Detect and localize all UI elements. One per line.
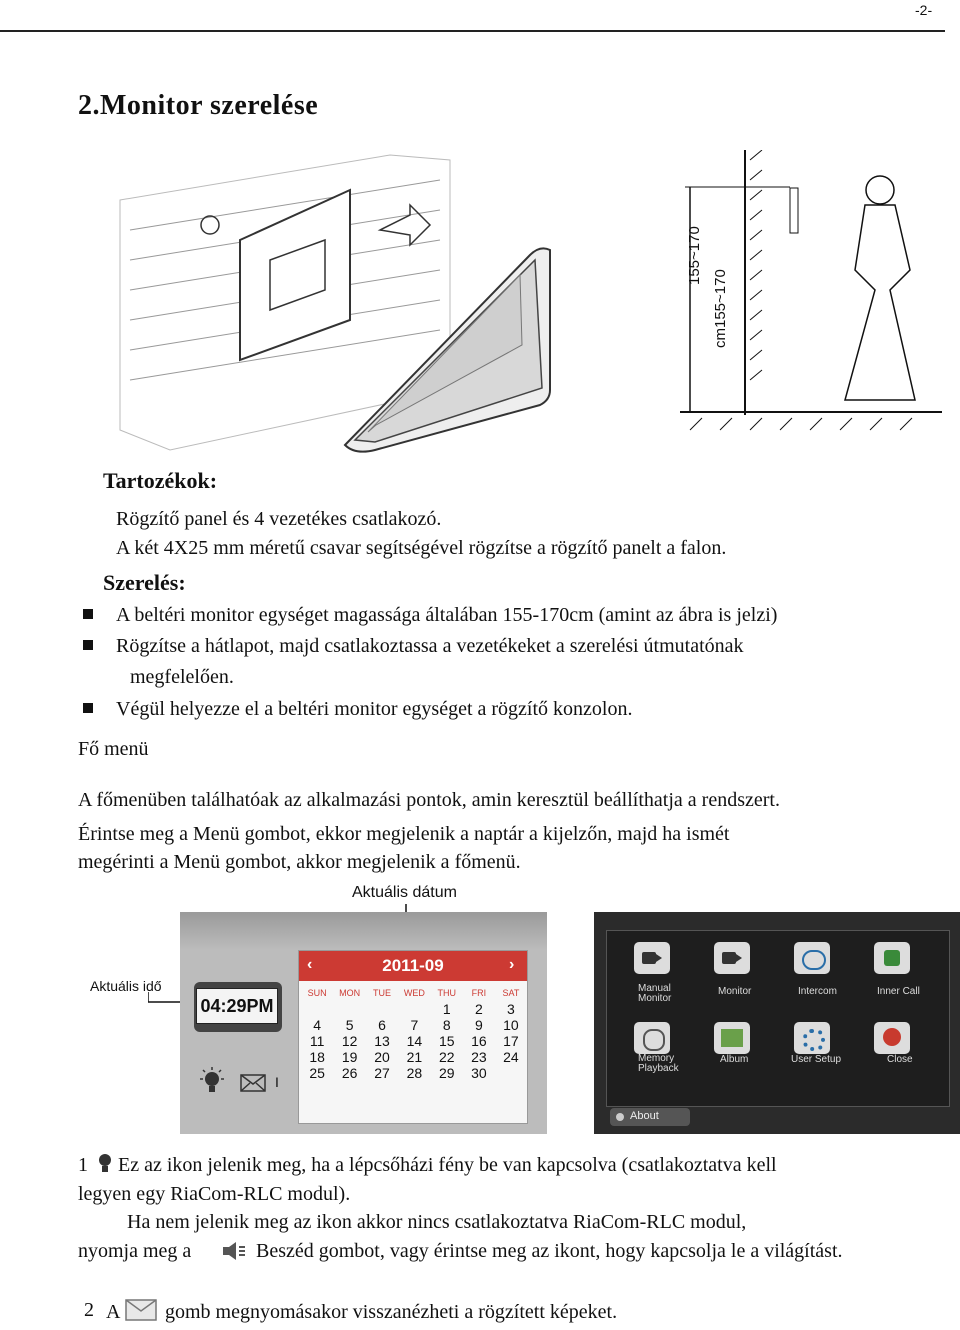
installation-bullet-3: Végül helyezze el a beltéri monitor egységet a rögzítő konzolon. xyxy=(116,698,633,720)
gear-icon[interactable] xyxy=(794,1022,830,1054)
main-menu-screen xyxy=(594,912,960,1134)
day: 30 xyxy=(471,1065,487,1081)
menu-label-album: Album xyxy=(720,1054,749,1065)
day: 15 xyxy=(438,1033,455,1049)
message-icon xyxy=(124,1297,158,1323)
note-1-line-4-b: Beszéd gombot, vagy érintse meg az ikont, hogy kapcsolja le a világítást. xyxy=(256,1240,843,1262)
day: 3 xyxy=(507,1001,515,1017)
day: 25 xyxy=(309,1065,325,1081)
day: 28 xyxy=(406,1065,423,1081)
speaker-icon xyxy=(220,1239,248,1263)
day xyxy=(495,1065,527,1081)
main-menu-para-1: A főmenüben találhatóak az alkalmazási pontok, amin keresztül beállíthatja a rendszert. xyxy=(78,789,780,811)
day: 16 xyxy=(471,1033,487,1049)
playback-icon[interactable] xyxy=(634,1022,670,1054)
camera-icon[interactable] xyxy=(634,942,670,974)
calendar-screen xyxy=(180,912,547,1134)
time-display: 04:29PM xyxy=(196,988,278,1024)
bullet-icon xyxy=(83,609,93,619)
phone-icon[interactable] xyxy=(874,942,910,974)
power-icon[interactable] xyxy=(874,1022,910,1054)
day: 4 xyxy=(313,1017,322,1033)
installation-bullet-1: A beltéri monitor egységet magassága általában 155-170cm (amint az ábra is jelzi) xyxy=(116,604,778,626)
day: 6 xyxy=(378,1017,386,1033)
menu-label-monitor: Monitor xyxy=(718,986,752,997)
weekday: TUE xyxy=(372,988,391,998)
day: 9 xyxy=(474,1017,483,1033)
day: 22 xyxy=(438,1049,455,1065)
accessories-line-2: A két 4X25 mm méretű csavar segítségével rögzítse a rögzítő panelt a falon. xyxy=(116,537,727,559)
day: 10 xyxy=(503,1017,519,1033)
accessories-heading: Tartozékok: xyxy=(103,468,218,493)
day: 8 xyxy=(442,1017,451,1033)
weekday: FRI xyxy=(471,988,487,998)
menu-label-memory-playback: Memory Playback xyxy=(638,1053,679,1074)
menu-label-inner-call: Inner Call xyxy=(877,986,920,997)
header-rule xyxy=(0,30,945,32)
page-number: -2- xyxy=(915,2,933,18)
note-1-line-1: Ez az ikon jelenik meg, ha a lépcsőházi fény be van kapcsolva (csatlakoztatva kell xyxy=(118,1154,777,1176)
day: 20 xyxy=(374,1049,390,1065)
day: 18 xyxy=(309,1049,325,1065)
prev-month-button[interactable]: ‹ xyxy=(307,956,313,973)
day: 1 xyxy=(442,1001,451,1017)
light-icon xyxy=(94,1150,116,1176)
height-label-1: 155~170 xyxy=(686,226,703,285)
light-icon[interactable] xyxy=(198,1067,226,1095)
menu-label-manual-monitor: Manual Monitor xyxy=(638,983,672,1004)
info-icon xyxy=(616,1113,624,1121)
day: 2 xyxy=(474,1001,483,1017)
calendar-month: 2011-09 xyxy=(382,956,444,975)
calendar-grid xyxy=(301,985,527,1081)
bullet-icon xyxy=(83,640,93,650)
height-label-2: cm155~170 xyxy=(712,269,729,348)
day: 5 xyxy=(345,1017,354,1033)
intercom-icon[interactable] xyxy=(794,942,830,974)
bullet-icon xyxy=(83,703,93,713)
day xyxy=(333,1001,366,1017)
note-1-number: 1 xyxy=(78,1154,88,1176)
installation-illustration xyxy=(110,150,670,455)
day: 13 xyxy=(374,1033,390,1049)
weekday: MON xyxy=(339,988,361,998)
calendar-panel xyxy=(298,950,528,1124)
day: 7 xyxy=(410,1017,419,1033)
note-2-a: A xyxy=(106,1301,121,1323)
menu-label-intercom: Intercom xyxy=(798,986,837,997)
day: 12 xyxy=(341,1033,358,1049)
section-title: 2.Monitor szerelése xyxy=(78,90,319,121)
day: 17 xyxy=(503,1033,519,1049)
day: 29 xyxy=(438,1065,455,1081)
accessories-line-1: Rögzítő panel és 4 vezetékes csatlakozó. xyxy=(116,508,442,530)
main-menu-heading: Fő menü xyxy=(78,738,149,760)
day: 24 xyxy=(503,1049,519,1065)
about-label: About xyxy=(630,1110,659,1122)
about-button[interactable] xyxy=(610,1108,690,1126)
weekday: WED xyxy=(403,988,425,998)
installation-continuation: megfelelően. xyxy=(130,666,234,688)
weekday: THU xyxy=(437,988,457,998)
installation-heading: Szerelés: xyxy=(103,570,186,595)
note-1-line-4-a: nyomja meg a xyxy=(78,1240,192,1262)
day: 26 xyxy=(341,1065,358,1081)
weekday: SAT xyxy=(502,988,520,998)
main-menu-para-2-line-1: Érintse meg a Menü gombot, ekkor megjelenik a naptár a kijelzőn, majd ha ismét xyxy=(78,823,730,845)
date-caption: Aktuális dátum xyxy=(352,884,457,901)
album-icon[interactable] xyxy=(714,1022,750,1054)
time-caption: Aktuális idő xyxy=(90,978,162,994)
note-1-line-2: legyen egy RiaCom-RLC modul). xyxy=(78,1183,351,1205)
camera-icon[interactable] xyxy=(714,942,750,974)
day: 21 xyxy=(406,1049,423,1065)
message-icon[interactable] xyxy=(240,1074,266,1092)
day xyxy=(301,1001,333,1017)
menu-label-close: Close xyxy=(887,1054,913,1065)
day: 14 xyxy=(406,1033,423,1049)
day xyxy=(366,1001,398,1017)
installation-bullet-2: Rögzítse a hátlapot, majd csatlakoztassa a vezetékeket a szerelési útmutatónak xyxy=(116,635,744,657)
note-2-number: 2 xyxy=(84,1299,94,1321)
day: 11 xyxy=(309,1033,325,1049)
marker-label: I xyxy=(275,1074,279,1090)
day: 27 xyxy=(374,1065,390,1081)
day: 19 xyxy=(341,1049,358,1065)
main-menu-para-2-line-2: megérinti a Menü gombot, akkor megjelenik a főmenü. xyxy=(78,851,521,873)
day xyxy=(398,1001,431,1017)
day: 23 xyxy=(471,1049,487,1065)
note-2-b: gomb megnyomásakor visszanézheti a rögzített képeket. xyxy=(165,1301,618,1323)
note-1-line-3: Ha nem jelenik meg az ikon akkor nincs csatlakoztatva RiaCom-RLC modul, xyxy=(127,1211,747,1233)
menu-label-user-setup: User Setup xyxy=(791,1054,842,1065)
next-month-button[interactable]: › xyxy=(509,956,515,973)
weekday: SUN xyxy=(307,988,327,998)
